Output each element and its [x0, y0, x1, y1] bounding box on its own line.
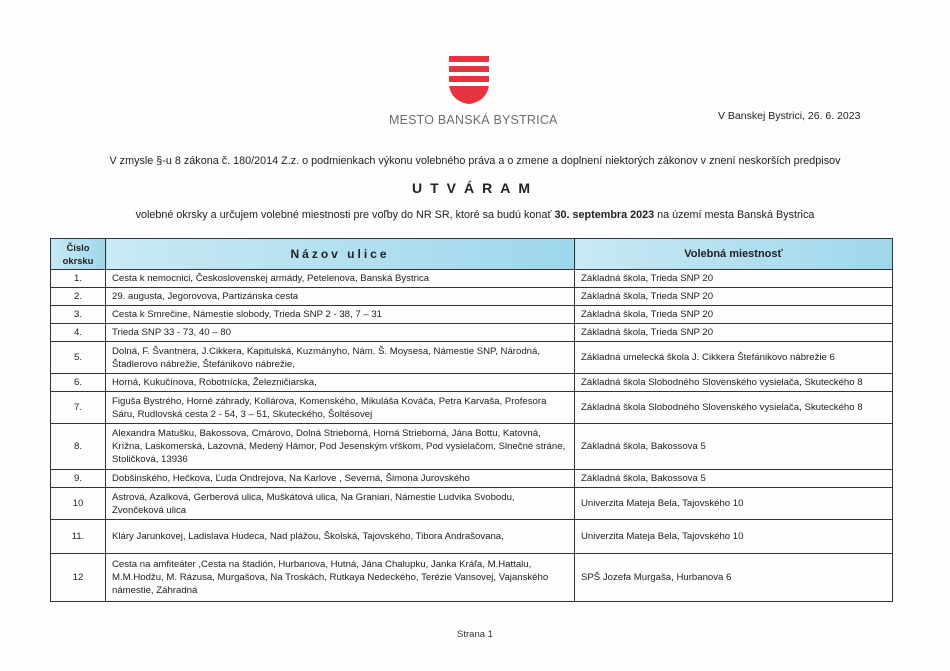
district-number: 9. — [51, 470, 106, 488]
coat-of-arms-icon — [448, 55, 490, 105]
district-number: 3. — [51, 306, 106, 324]
subtitle-text-before: volebné okrsky a určujem volebné miestnosti pre voľby do NR SR, ktoré sa budú konať — [135, 209, 555, 221]
district-number: 11. — [51, 520, 106, 554]
legal-intro: V zmysle §-u 8 zákona č. 180/2014 Z.z. o podmienkach výkonu volebného práva a o zmene a doplnení niektorých zákonov v znení neskorších predpisov — [109, 155, 841, 167]
street-list: Alexandra Matušku, Bakossova, Cmárovo, Dolná Strieborná, Horná Strieborná, Jána Bottu, Katovná, Krížna, Laskomerská, Lazovná, Medený Hámor, Pod Jesenským vŕškom, Pod vysielačom, Slnečné stráne, Stoličková, 13936 — [106, 424, 575, 470]
header-polling-room: Volebná miestnosť — [575, 239, 893, 270]
district-number: 6. — [51, 374, 106, 392]
district-number: 7. — [51, 392, 106, 424]
polling-room: Základná umelecká škola J. Cikkera Štefánikovo nábrežie 6 — [575, 342, 893, 374]
subtitle-text-after: na území mesta Banská Bystrica — [654, 209, 815, 221]
table-header-row — [51, 239, 893, 270]
table-row — [51, 470, 893, 488]
polling-room: Univerzita Mateja Bela, Tajovského 10 — [575, 520, 893, 554]
street-list: Astrová, Azalková, Gerberová ulica, Muškátová ulica, Na Graniari, Námestie Ludvika Svobodu, Zvončeková ulica — [106, 488, 575, 520]
districts-table — [50, 238, 893, 602]
polling-room: Univerzita Mateja Bela, Tajovského 10 — [575, 488, 893, 520]
table-row — [51, 306, 893, 324]
table-row — [51, 288, 893, 306]
street-list: Dobšinského, Hečkova, Ľuda Ondrejova, Na Karlove , Severná, Šimona Jurovského — [106, 470, 575, 488]
polling-room: Základná škola, Trieda SNP 20 — [575, 270, 893, 288]
polling-room: Základná škola Slobodného Slovenského vysielača, Skuteckého 8 — [575, 374, 893, 392]
street-list: Figuša Bystrého, Horné záhrady, Kollárova, Komenského, Mikuláša Kováča, Petra Karvaša, Profesora Sáru, Rudlovská cesta 2 - 54, 3 – 51, Skuteckého, Šoltésovej — [106, 392, 575, 424]
district-number: 8. — [51, 424, 106, 470]
polling-room: Základná škola, Trieda SNP 20 — [575, 324, 893, 342]
table-row — [51, 342, 893, 374]
city-logo — [389, 55, 558, 127]
street-list: Cesta na amfiteáter ,Cesta na štadión, Hurbanova, Hutná, Jána Chalupku, Janka Kráľa, M.Hattalu, M.M.Hodžu, M. Rázusa, Murgašova, Na Troskách, Rutkaya Nedeckého, Terézie Vansovej, Vajanského námestie, Záhradná — [106, 554, 575, 602]
table-row — [51, 392, 893, 424]
election-date: 30. septembra 2023 — [554, 209, 655, 221]
polling-room: Základná škola, Bakossova 5 — [575, 424, 893, 470]
table-row — [51, 270, 893, 288]
street-list: Horná, Kukučínova, Robotnícka, Železničiarska, — [106, 374, 575, 392]
polling-room: SPŠ Jozefa Murgaša, Hurbanova 6 — [575, 554, 893, 602]
table-row — [51, 554, 893, 602]
street-list: Trieda SNP 33 - 73, 40 – 80 — [106, 324, 575, 342]
district-number: 4. — [51, 324, 106, 342]
table-row — [51, 520, 893, 554]
date-line: V Banskej Bystrici, 26. 6. 2023 — [718, 110, 861, 122]
street-list: Kláry Jarunkovej, Ladislava Hudeca, Nad plážou, Školská, Tajovského, Tibora Andrašovana, — [106, 520, 575, 554]
header-street-name: Názov ulice — [106, 239, 575, 270]
district-number: 2. — [51, 288, 106, 306]
table-row — [51, 374, 893, 392]
street-list: 29. augusta, Jegorovova, Partizánska cesta — [106, 288, 575, 306]
district-number: 5. — [51, 342, 106, 374]
page-number: Strana 1 — [457, 629, 493, 640]
street-list: Cesta k Smrečine, Námestie slobody, Trieda SNP 2 - 38, 7 – 31 — [106, 306, 575, 324]
city-name: MESTO BANSKÁ BYSTRICA — [389, 113, 558, 127]
polling-room: Základná škola, Trieda SNP 20 — [575, 306, 893, 324]
document-subtitle — [0, 209, 950, 221]
district-number: 10 — [51, 488, 106, 520]
header-district-number: Číslo okrsku — [51, 239, 106, 270]
polling-room: Základná škola Slobodného Slovenského vysielača, Skuteckého 8 — [575, 392, 893, 424]
street-list: Dolná, F. Švantnera, J.Cikkera, Kapitulská, Kuzmányho, Nám. Š. Moysesa, Námestie SNP, Národná, Štadlerovo nábrežie, Štefánikovo nábrežie, — [106, 342, 575, 374]
district-number: 12 — [51, 554, 106, 602]
table-row — [51, 424, 893, 470]
polling-room: Základná škola, Bakossova 5 — [575, 470, 893, 488]
street-list: Cesta k nemocnici, Československej armády, Petelenova, Banská Bystrica — [106, 270, 575, 288]
document-title: UTVÁRAM — [412, 180, 538, 196]
table-row — [51, 488, 893, 520]
district-number: 1. — [51, 270, 106, 288]
polling-room: Základná škola, Trieda SNP 20 — [575, 288, 893, 306]
table-row — [51, 324, 893, 342]
